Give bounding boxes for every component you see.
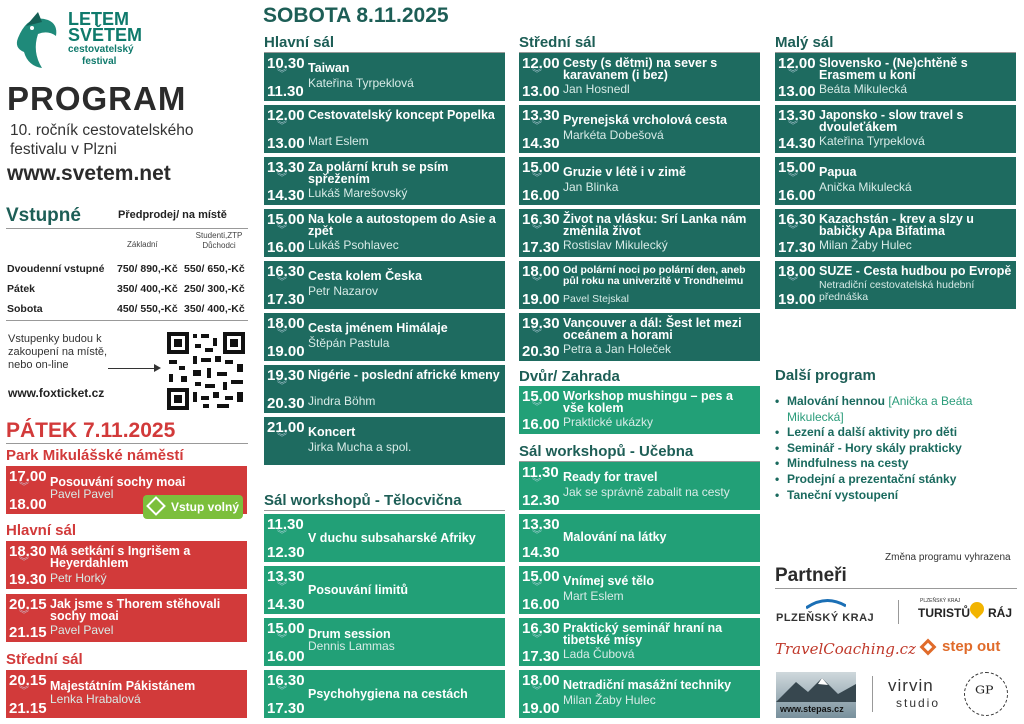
chevron-down-icon: ︾ [532,173,542,184]
event-start: 15.00 [267,211,305,228]
event-card[interactable] [6,670,247,718]
hall-telocvicna [264,492,505,511]
event-card[interactable] [519,462,760,510]
price-row [7,263,249,275]
foxticket-link[interactable]: www.foxticket.cz [8,386,105,400]
chevron-down-icon: ︾ [277,582,287,593]
event-speaker: Kateřina Tyrpeklová [308,76,414,90]
vstupne-sub2: Studenti,ZTP Důchodci [195,231,243,250]
event-card[interactable] [264,514,505,562]
friday-section-hlavni: Hlavní sál [6,522,77,539]
event-speaker: Lukáš Psohlavec [308,238,399,252]
event-card[interactable] [519,566,760,614]
event-end: 14.30 [522,544,560,561]
chevron-down-icon: ︾ [277,329,287,340]
item-text: Taneční vystoupení [787,487,899,502]
event-end: 14.30 [267,187,305,204]
badge-text: Vstup volný [171,500,240,514]
event-card[interactable] [264,261,505,309]
hall-hlavni [264,34,505,53]
event-card[interactable] [264,618,505,666]
event-start: 21.00 [267,419,305,436]
hall-name: Malý sál [775,34,1016,53]
qr-code-icon[interactable] [165,330,247,412]
travelcoaching-logo[interactable]: TravelCoaching.cz [775,640,916,658]
event-start: 19.30 [522,315,560,332]
event-start: 10.30 [267,55,305,72]
price-a: 350/ 400,-Kč [117,283,178,295]
event-end: 11.30 [267,83,304,100]
event-speaker: Jak se správně zabalit na cesty [563,485,730,499]
event-end: 18.00 [9,496,47,513]
event-end: 17.30 [778,239,816,256]
mountain-icon [776,676,856,702]
event-card[interactable] [519,105,760,153]
friday-section-stredni: Střední sál [6,651,83,668]
event-title: Taiwan [308,61,350,75]
chevron-down-icon: ︾ [277,173,287,184]
list-item [775,425,1015,441]
chevron-down-icon: ︾ [19,482,29,493]
event-card[interactable] [264,209,505,257]
hall-maly [775,34,1016,53]
friday-title: PÁTEK 7.11.2025 [6,419,176,442]
event-speaker: Pavel Pavel [50,623,114,637]
event-start: 15.00 [522,568,560,585]
divider [898,600,899,624]
chevron-down-icon: ︾ [532,69,542,80]
event-title: Nigérie - poslední africké kmeny [308,368,500,382]
event-end: 16.00 [267,239,305,256]
event-start: 11.30 [267,516,304,533]
event-title: Pyrenejská vrcholová cesta [563,113,727,127]
list-item [775,488,1015,504]
event-speaker: Jindra Böhm [308,394,376,408]
event-card[interactable] [519,386,760,434]
chevron-down-icon: ︾ [277,277,287,288]
divider [6,443,248,444]
event-start: 16.30 [522,620,560,637]
plzensky-kraj-logo[interactable] [776,598,881,626]
hall-name: Sál workshopů - Tělocvična [264,492,505,511]
event-start: 15.00 [522,159,560,176]
virvin-logo-sub: studio [896,696,941,710]
event-end: 13.00 [267,135,305,152]
event-end: 17.30 [522,239,560,256]
event-start: 15.00 [267,620,305,637]
event-end: 14.30 [778,135,816,152]
dalsi-title: Další program [775,367,876,384]
event-title: Cesty (s dětmi) na sever s karavanem (i bez) [563,56,718,82]
event-title: Cesta kolem Česka [308,269,422,283]
chevron-down-icon: ︾ [788,173,798,184]
event-speaker: Jirka Mucha a spol. [308,440,412,454]
festival-logo [8,6,168,76]
divider [872,676,873,712]
event-end: 14.30 [522,135,560,152]
event-card[interactable] [519,209,760,257]
event-start: 13.30 [522,516,560,533]
website-link[interactable]: www.svetem.net [7,162,171,185]
event-title: Gruzie v létě i v zimě [563,165,686,179]
logo-text: RÁJ [988,606,1013,620]
event-start: 13.30 [267,159,305,176]
logo-text: PLZEŇSKÝ KRAJ [920,598,961,604]
event-end: 21.15 [9,624,47,641]
event-card[interactable] [264,566,505,614]
event-speaker: Markéta Dobešová [563,128,664,142]
event-speaker: Pavel Stejskal [563,293,629,305]
divider [6,228,248,229]
event-title: Vancouver a dál: Šest let mezi oceánem a horami [563,316,742,342]
price-a: 750/ 890,-Kč [117,263,178,275]
list-item [775,441,1015,457]
event-end: 19.00 [522,700,560,717]
divider [6,320,248,321]
chevron-down-icon: ︾ [532,634,542,645]
saturday-title: SOBOTA 8.11.2025 [263,4,449,27]
event-speaker: Mart Eslem [308,134,369,148]
event-title: Malování na látky [563,530,667,544]
logo-text: TURISTŮ [918,606,970,620]
event-card[interactable] [519,53,760,101]
event-end: 20.30 [522,343,560,360]
dalsi-list [775,394,1015,503]
vstupne-col-header: Předprodej/ na místě [118,209,227,221]
event-title: Cestovatelský koncept Popelka [308,108,495,122]
event-card[interactable] [264,157,505,205]
price-row [7,283,249,295]
event-start: 12.00 [778,55,816,72]
subtitle: 10. ročník cestovatelského festivalu v Plzni [10,122,194,158]
event-start: 18.00 [267,315,305,332]
gp-seal-icon[interactable]: ᴳᴾ [964,672,1008,716]
event-start: 15.00 [778,159,816,176]
event-card[interactable] [519,157,760,205]
event-start: 16.30 [267,263,305,280]
event-card[interactable] [264,313,505,361]
event-speaker: Petr Nazarov [308,284,379,298]
chevron-down-icon: ︾ [277,634,287,645]
logo-text: PLZEŇSKÝ KRAJ [776,612,875,624]
event-card[interactable] [775,105,1016,153]
stepout-icon [920,639,937,656]
event-speaker: Milan Žaby Hulec [563,693,656,707]
event-title: Jak jsme s Thorem stěhovali sochy moai [50,597,221,623]
event-title: Má setkání s Ingrišem a Heyerdahlem [50,544,191,570]
event-title: Vnímej své tělo [563,574,655,588]
partners-title: Partneři [775,565,847,586]
location-pin-icon [967,599,987,619]
chevron-down-icon: ︾ [19,610,29,621]
event-card[interactable] [775,53,1016,101]
event-card[interactable] [264,105,505,153]
chevron-down-icon: ︾ [277,69,287,80]
chevron-down-icon: ︾ [532,121,542,132]
ticket-icon [146,496,166,516]
event-speaker: Praktické ukázky [563,415,654,429]
item-text: Lezení a další aktivity pro děti [787,425,958,440]
chevron-down-icon: ︾ [277,686,287,697]
event-start: 20.15 [9,596,47,613]
event-speaker: Beáta Mikulecká [819,82,908,96]
event-title: Posouvání sochy moai [50,475,186,489]
stepout-logo[interactable]: step out [942,638,1001,655]
logo-line2: SVĚTEM [68,25,143,45]
chevron-down-icon: ︾ [277,225,287,236]
event-start: 20.15 [9,672,47,689]
event-speaker: Jan Hosnedl [563,82,630,96]
arrow-right-icon [108,368,158,369]
price-label: Dvoudenní vstupné [7,263,105,275]
event-card[interactable] [775,261,1016,309]
event-end: 17.30 [267,291,305,308]
hall-name: Dvůr/ Zahrada [519,368,760,387]
event-end: 19.00 [522,291,560,308]
chevron-down-icon: ︾ [532,225,542,236]
event-card[interactable] [264,365,505,413]
event-speaker: Lenka Hrabalová [50,692,141,706]
event-card[interactable] [264,670,505,718]
event-title: Za polární kruh se psím spřežením [308,160,449,186]
event-start: 18.00 [522,263,560,280]
event-card[interactable] [519,670,760,718]
event-start: 15.00 [522,388,560,405]
horse-rider-icon [8,8,63,76]
item-text: Seminář - Hory skály prakticky [787,440,962,455]
logo-line1: LETEM [68,9,129,29]
event-end: 13.00 [778,83,816,100]
vstupne-title: Vstupné [6,205,81,226]
event-speaker: Mart Eslem [563,589,624,603]
event-title: Majestátním Pákistánem [50,679,196,693]
chevron-down-icon: ︾ [277,381,287,392]
chevron-down-icon: ︾ [277,433,287,444]
chevron-down-icon: ︾ [788,225,798,236]
event-title: Koncert [308,425,356,439]
price-label: Sobota [7,303,43,315]
event-speaker: Jan Blinka [563,180,619,194]
chevron-down-icon: ︾ [532,478,542,489]
event-end: 17.30 [522,648,560,665]
event-start: 17.00 [9,468,47,485]
event-card[interactable] [6,594,247,642]
event-end: 19.00 [778,291,816,308]
ticket-note: Vstupenky budou k zakoupení na místě, nebo on-line [8,333,108,371]
event-end: 16.00 [522,416,560,433]
list-item [775,456,1015,472]
chevron-down-icon: ︾ [532,277,542,288]
hall-name: Střední sál [519,34,760,53]
event-speaker: Rostislav Mikulecký [563,238,668,252]
event-speaker: Netradiční cestovatelská hudební přednáška [819,279,975,303]
event-speaker: Milan Žaby Hulec [819,238,912,252]
event-speaker: Pavel Pavel [50,487,114,501]
event-card[interactable] [264,53,505,101]
event-title: Posouvání limitů [308,583,409,597]
free-entry-badge [143,495,243,519]
event-title: Papua [819,165,857,179]
program-title: PROGRAM [7,80,187,117]
price-label: Pátek [7,283,36,295]
event-end: 17.30 [267,700,305,717]
change-note: Změna programu vyhrazena [885,552,1011,563]
event-speaker: Anička Mikulecká [819,180,912,194]
event-speaker: Lada Čubová [563,647,635,661]
event-title: Kazachstán - krev a slzy u babičky Apa Bifatima [819,212,974,238]
event-end: 16.00 [267,648,305,665]
hall-ucebna [519,443,760,462]
event-start: 11.30 [522,464,559,481]
logo-line4: festival [82,56,117,67]
event-card[interactable] [519,313,760,361]
event-title: Na kole a autostopem do Asie a zpět [308,212,496,238]
chevron-down-icon: ︾ [532,582,542,593]
event-title: V duchu subsaharské Afriky [308,531,476,545]
event-card[interactable] [519,261,760,309]
event-start: 19.30 [267,367,305,384]
event-title: Od polární noci po polární den, aneb půl roku na univerzitě v Trondheimu [563,264,746,287]
item-text: Prodejní a prezentační stánky [787,471,957,486]
event-speaker: Petr Horký [50,571,107,585]
hall-name: Sál workshopů - Učebna [519,443,760,462]
chevron-down-icon: ︾ [277,530,287,541]
event-start: 18.00 [778,263,816,280]
event-start: 12.00 [522,55,560,72]
item-text: Mindfulness na cesty [787,456,909,471]
hall-dvur [519,368,760,387]
event-speaker: Kateřina Tyrpeklová [819,134,925,148]
arrow-head-icon [154,364,161,372]
event-title: Cesta jménem Himálaje [308,321,448,335]
price-b: 550/ 650,-Kč [184,263,245,275]
event-end: 16.00 [522,596,560,613]
price-a: 450/ 550,-Kč [117,303,178,315]
chevron-down-icon: ︾ [19,557,29,568]
virvin-logo[interactable]: virvin [888,676,934,695]
event-speaker: Petra a Jan Holeček [563,342,672,356]
event-card[interactable] [519,514,760,562]
event-start: 12.00 [267,107,305,124]
event-end: 16.00 [778,187,816,204]
chevron-down-icon: ︾ [788,121,798,132]
divider [775,588,1017,589]
item-extra: [Anička a Beáta Mikulecká] [787,394,973,424]
event-end: 21.15 [9,700,47,717]
stepas-logo[interactable] [776,672,856,718]
event-start: 18.30 [9,543,47,560]
event-end: 13.00 [522,83,560,100]
event-speaker: Lukáš Marešovský [308,186,408,200]
chevron-down-icon: ︾ [532,329,542,340]
event-speaker: Štěpán Pastula [308,336,390,350]
list-item [775,472,1015,488]
event-title: Netradiční masážní techniky [563,678,732,692]
event-title: Workshop mushingu – pes a vše kolem [563,389,733,415]
event-end: 19.30 [9,571,47,588]
item-text: Malování hennou [787,394,886,408]
event-card[interactable] [6,541,247,589]
price-row [7,303,249,315]
chevron-down-icon: ︾ [788,277,798,288]
event-card[interactable] [264,417,505,465]
friday-section-park: Park Mikulášské náměstí [6,447,184,464]
chevron-down-icon: ︾ [277,121,287,132]
chevron-down-icon: ︾ [19,686,29,697]
logo-line3: cestovatelský [68,44,134,55]
event-speaker: Dennis Lammas [308,639,395,653]
event-end: 14.30 [267,596,305,613]
event-start: 13.30 [267,568,305,585]
event-title: Praktický seminář hraní na tibetské mísy [563,621,723,647]
event-title: Japonsko - slow travel s dvouleťákem [819,108,964,134]
event-end: 16.00 [522,187,560,204]
event-title: SUZE - Cesta hudbou po Evropě [819,264,1012,278]
chevron-down-icon: ︾ [532,402,542,413]
event-title: Drum session [308,627,391,641]
event-title: Slovensko - (Ne)chtěně s Erasmem u koní [819,56,968,82]
hall-name: Hlavní sál [264,34,505,53]
event-end: 19.00 [267,343,305,360]
event-start: 13.30 [778,107,816,124]
price-b: 250/ 300,-Kč [184,283,245,295]
event-end: 12.30 [522,492,560,509]
event-start: 16.30 [778,211,816,228]
vstupne-sub1: Základní [127,240,158,249]
event-start: 16.30 [267,672,305,689]
list-item [775,394,1015,425]
event-card[interactable] [519,618,760,666]
chevron-down-icon: ︾ [788,69,798,80]
chevron-down-icon: ︾ [532,686,542,697]
price-b: 350/ 400,-Kč [184,303,245,315]
logo-text: www.stepas.cz [780,704,844,714]
event-start: 18.00 [522,672,560,689]
raj-turistu-logo[interactable] [906,598,1016,626]
event-title: Psychohygiena na cestách [308,687,468,701]
event-end: 12.30 [267,544,305,561]
event-title: Život na vlásku: Srí Lanka nám změnila život [563,212,747,238]
hall-stredni [519,34,760,53]
event-card[interactable] [775,157,1016,205]
event-card[interactable] [775,209,1016,257]
wave-icon [806,598,846,610]
event-start: 13.30 [522,107,560,124]
event-end: 20.30 [267,395,305,412]
chevron-down-icon: ︾ [532,530,542,541]
event-start: 16.30 [522,211,560,228]
event-title: Ready for travel [563,470,658,484]
